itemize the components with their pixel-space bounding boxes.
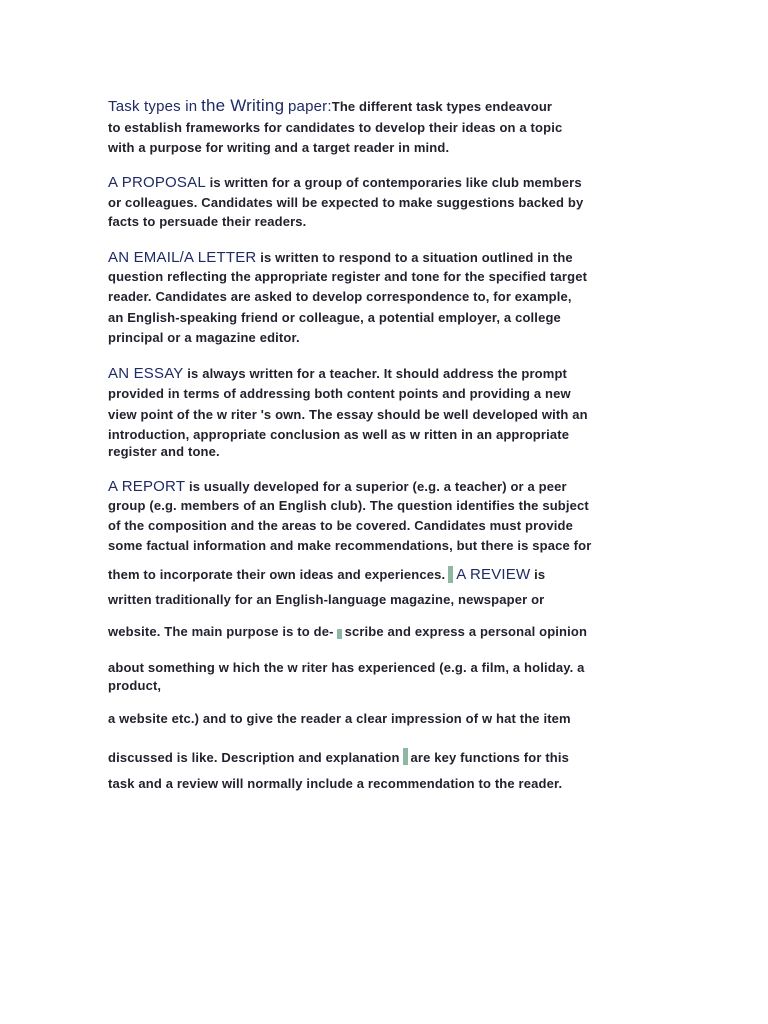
highlight-marker (448, 566, 453, 583)
email-line-3: reader. Candidates are asked to develop correspondence to, for example, (108, 289, 572, 304)
report-line-1 (108, 478, 567, 495)
essay-line-1 (108, 365, 567, 382)
report-text-1: is usually developed for a superior (e.g. a teacher) or a peer (185, 479, 567, 494)
review-text-7a: discussed is like. Description and explanation (108, 750, 400, 765)
report-text-5: them to incorporate their own ideas and experiences. (108, 567, 446, 582)
review-line-2: written traditionally for an English-language magazine, newspaper or (108, 592, 545, 607)
essay-line-5: register and tone. (108, 444, 220, 459)
intro-heading-part3: paper: (288, 98, 332, 115)
intro-text-1: The different task types endeavour (331, 99, 553, 114)
email-line-1 (108, 249, 573, 266)
review-line-4: about something w hich the w riter has experienced (e.g. a film, a holiday. a (108, 660, 585, 675)
proposal-text-1: is written for a group of contemporaries like club members (205, 175, 582, 190)
report-line-4: some factual information and make recommendations, but there is space for (108, 538, 592, 553)
essay-line-4: introduction, appropriate conclusion as well as w ritten in an appropriate (108, 427, 570, 442)
review-term: A REVIEW (456, 566, 531, 583)
intro-line-2: to establish frameworks for candidates to develop their ideas on a topic (108, 120, 563, 135)
email-line-2: question reflecting the appropriate register and tone for the specified target (108, 269, 588, 284)
review-text-1: is (530, 567, 546, 582)
review-text-3a: website. The main purpose is to de- (108, 624, 334, 639)
essay-line-2: provided in terms of addressing both content points and providing a new (108, 386, 571, 401)
report-term: A REPORT (108, 478, 186, 495)
proposal-line-3: facts to persuade their readers. (108, 214, 307, 229)
review-line-5: product, (108, 678, 162, 693)
report-line-2: group (e.g. members of an English club). The question identifies the subject (108, 498, 589, 513)
essay-text-1: is always written for a teacher. It should address the prompt (183, 366, 568, 381)
essay-term: AN ESSAY (108, 365, 184, 382)
review-text-3b: scribe and express a personal opinion (344, 624, 588, 639)
review-line-8: task and a review will normally include a recommendation to the reader. (108, 776, 563, 791)
essay-line-3: view point of the w riter 's own. The essay should be well developed with an (108, 407, 588, 422)
proposal-line-1 (108, 174, 582, 191)
intro-line-3: with a purpose for writing and a target reader in mind. (108, 140, 450, 155)
email-term: AN EMAIL/A LETTER (108, 249, 257, 266)
report-line-5 (108, 566, 545, 583)
proposal-term: A PROPOSAL (108, 174, 206, 191)
highlight-marker (337, 629, 342, 639)
email-line-5: principal or a magazine editor. (108, 330, 300, 345)
highlight-marker (403, 748, 408, 765)
intro-heading-part1: Task types in (108, 98, 198, 115)
review-line-6: a website etc.) and to give the reader a clear impression of w hat the item (108, 711, 571, 726)
report-line-3: of the composition and the areas to be covered. Candidates must provide (108, 518, 574, 533)
review-text-7b: are key functions for this (410, 750, 570, 765)
review-line-3 (108, 624, 587, 639)
email-text-1: is written to respond to a situation outlined in the (256, 250, 573, 265)
intro-line-1 (108, 96, 552, 116)
review-line-7 (108, 748, 569, 765)
proposal-line-2: or colleagues. Candidates will be expected to make suggestions backed by (108, 195, 584, 210)
intro-heading-writing: the Writing (201, 96, 285, 115)
email-line-4: an English-speaking friend or colleague, a potential employer, a college (108, 310, 561, 325)
